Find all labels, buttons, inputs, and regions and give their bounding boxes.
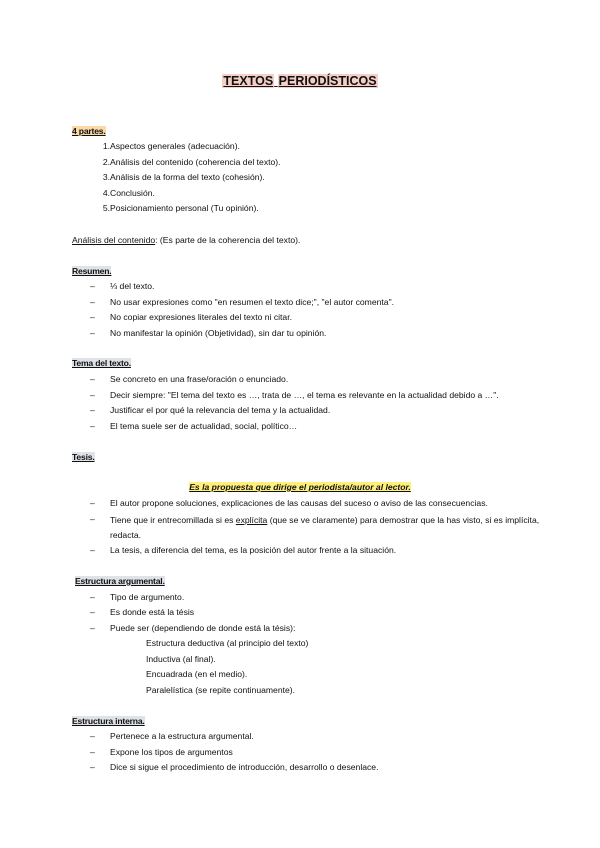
- list-item: Puede ser (dependiendo de donde está la tésis):: [110, 623, 296, 633]
- bullet-dash: –: [90, 312, 95, 322]
- sub-item: Estructura deductiva (al principio del texto): [146, 638, 309, 648]
- argumental-heading: Estructura argumental.: [75, 576, 165, 586]
- list-number: 3.: [102, 172, 110, 182]
- list-item: Justificar el por qué la relevancia del tema y la actualidad.: [110, 405, 331, 415]
- analisis-line: [72, 235, 300, 245]
- tema-heading: Tema del texto.: [72, 358, 131, 368]
- bullet-dash: –: [90, 405, 95, 415]
- bullet-dash: –: [90, 374, 95, 384]
- title-word-2: PERIODÍSTICOS: [278, 74, 377, 88]
- list-item: Conclusión.: [110, 188, 155, 198]
- analisis-note: : (Es parte de la coherencia del texto).: [155, 235, 301, 245]
- partes-heading: 4 partes.: [72, 126, 106, 136]
- list-item: No copiar expresiones literales del texto ni citar.: [110, 312, 292, 322]
- sub-item: Inductiva (al final).: [146, 654, 216, 664]
- list-item: El autor propone soluciones, explicaciones de las causas del suceso o aviso de las consecuencias.: [110, 498, 488, 508]
- bullet-dash: –: [90, 545, 95, 555]
- list-item: Análisis de la forma del texto (cohesión).: [110, 172, 265, 182]
- sub-item: Paralelística (se repite continuamente).: [146, 685, 296, 695]
- bullet-dash: –: [90, 731, 95, 741]
- list-item: Decir siempre: "El tema del texto es …, trata de …, el tema es relevante en la actualidad debido a …".: [110, 390, 499, 400]
- list-number: 5.: [102, 203, 110, 213]
- list-item: Aspectos generales (adecuación).: [110, 141, 240, 151]
- list-number: 4.: [102, 188, 110, 198]
- list-item: ⅓ del texto.: [110, 281, 155, 291]
- list-item: Análisis del contenido (coherencia del texto).: [110, 157, 281, 167]
- bullet-dash: –: [90, 390, 95, 400]
- bullet-dash: –: [90, 762, 95, 772]
- bullet-dash: –: [90, 421, 95, 431]
- list-number: 1.: [102, 141, 110, 151]
- list-item: El tema suele ser de actualidad, social, político…: [110, 421, 298, 431]
- list-item: Tiene que ir entrecomillada si es explícita (que se ve claramente) para demostrar que la has visto, si es implícita, redacta.: [110, 515, 540, 540]
- list-item: No usar expresiones como "en resumen el texto dice;", "el autor comenta".: [110, 297, 395, 307]
- list-item: Pertenece a la estructura argumental.: [110, 731, 254, 741]
- interna-heading: Estructura interna.: [72, 716, 145, 726]
- bullet-dash: –: [90, 592, 95, 602]
- list-item: Es donde está la tésis: [110, 607, 195, 617]
- bullet-dash: –: [90, 514, 95, 524]
- tesis-highlight: Es la propuesta que dirige el periodista/autor al lector.: [189, 482, 411, 492]
- bullet-dash: –: [90, 328, 95, 338]
- bullet-dash: –: [90, 297, 95, 307]
- list-item: Expone los tipos de argumentos: [110, 747, 233, 757]
- sub-item: Encuadrada (en el medio).: [146, 669, 248, 679]
- bullet-dash: –: [90, 498, 95, 508]
- list-item: Posicionamiento personal (Tu opinión).: [110, 203, 259, 213]
- bullet-dash: –: [90, 281, 95, 291]
- resumen-heading: Resumen.: [72, 266, 112, 276]
- list-item: Se concreto en una frase/oración o enunciado.: [110, 374, 289, 384]
- list-item: Dice si sigue el procedimiento de introducción, desarrollo o desenlace.: [110, 762, 379, 772]
- bullet-dash: –: [90, 623, 95, 633]
- bullet-dash: –: [90, 607, 95, 617]
- list-number: 2.: [102, 157, 110, 167]
- page-title: [0, 74, 600, 88]
- title-word-1: TEXTOS: [223, 74, 274, 88]
- analisis-term: Análisis del contenido: [72, 235, 156, 245]
- explicita-term: explícita: [235, 515, 268, 525]
- list-item: No manifestar la opinión (Objetividad), sin dar tu opinión.: [110, 328, 327, 338]
- list-item: Tipo de argumento.: [110, 592, 185, 602]
- list-item: La tesis, a diferencia del tema, es la posición del autor frente a la situación.: [110, 545, 397, 555]
- tesis-heading: Tesis.: [72, 452, 95, 462]
- bullet-dash: –: [90, 747, 95, 757]
